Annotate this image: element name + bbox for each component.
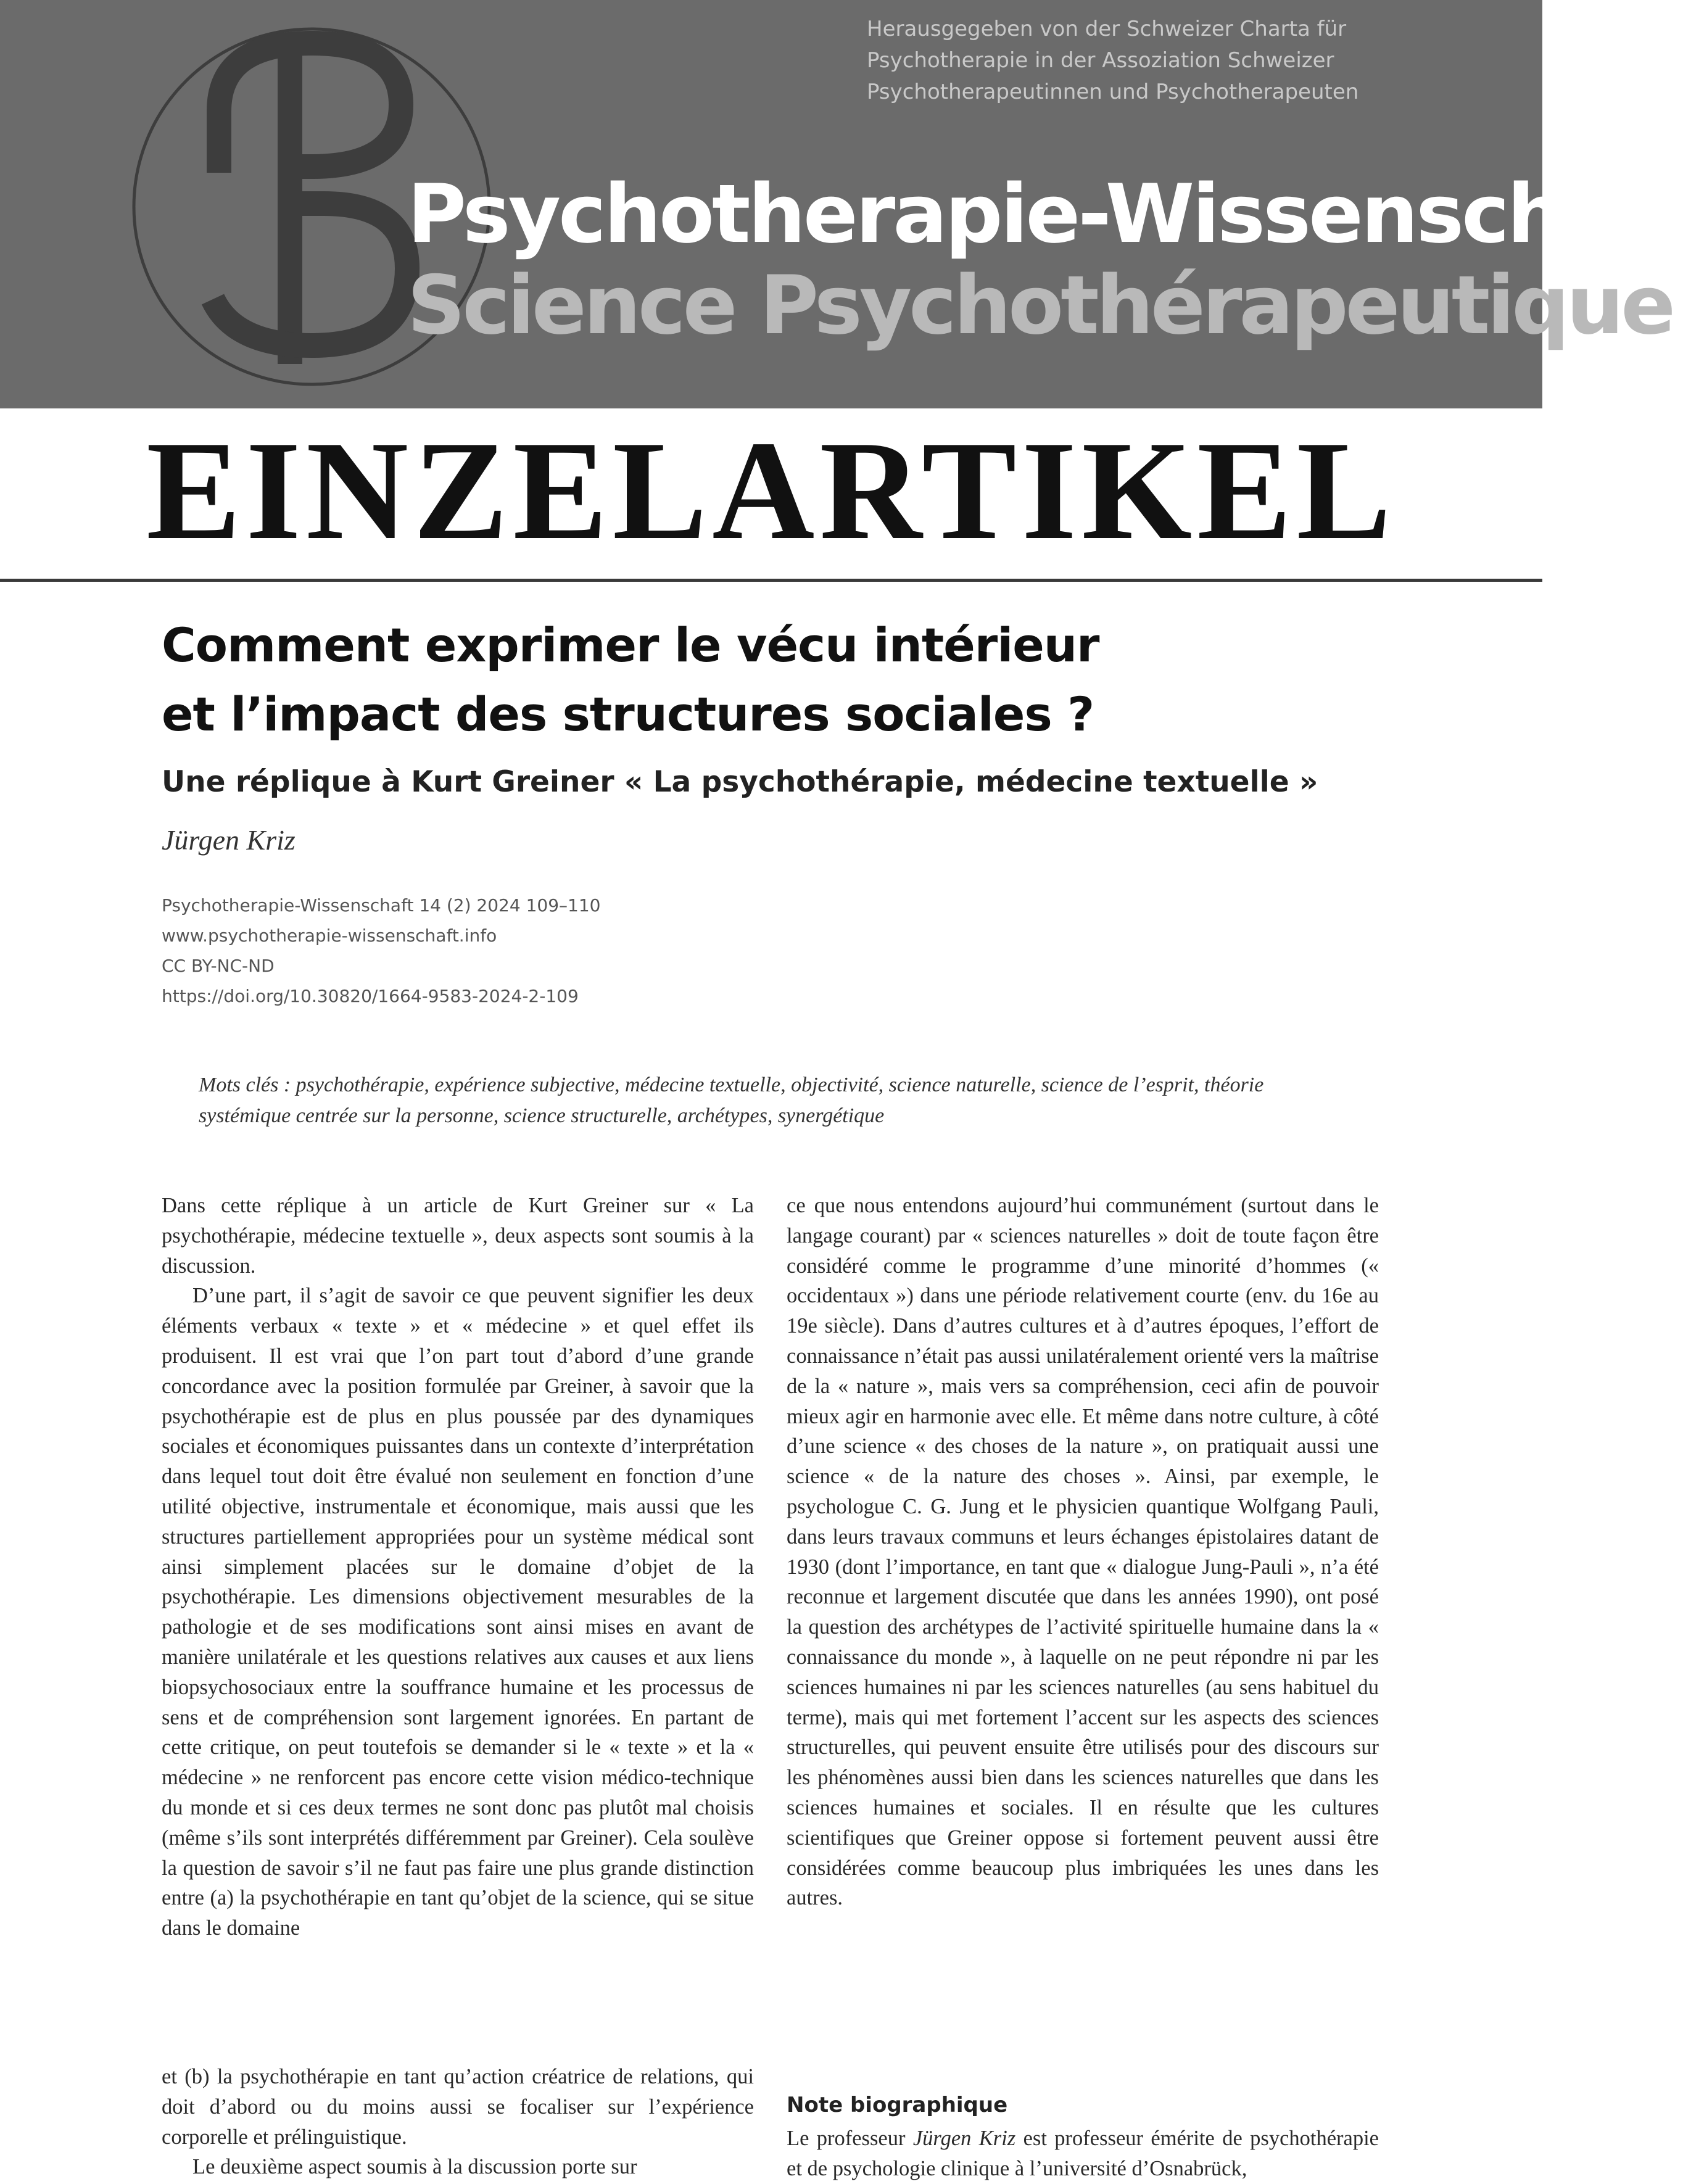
article-title	[162, 611, 1334, 749]
paragraph: D’une part, il s’agit de savoir ce que peuvent signifier les deux éléments verbaux « texte » et « médecine » et quel effet ils produisent. Il est vrai que l’on part tout d’abord d’une grande concordance avec la position formulée par Greiner, à savoir que la psychothérapie est de plus en plus poussée par des dynamiques sociales et économiques puissantes dans un contexte d’interprétation dans lequel tout doit être évalué non seulement en fonction d’une utilité objective, instrumentale et économique, mais aussi que les structures partiellement appropriées pour un système médical sont ainsi simplement placées sur le domaine d’objet de la psychothérapie. Les dimensions objectivement mesurables de la pathologie et de ses modifications sont ainsi mises en avant de manière unilatérale et les questions relatives aux causes et aux liens biopsychosociaux entre la souffrance humaine et les processus de sens et de compréhension sont largement ignorées. En partant de cette critique, on peut toutefois se demander si le « texte » et la « médecine » ne renforcent pas encore cette vision médico-technique du monde et si ces deux termes ne sont donc pas plutôt mal choisis (même s’ils sont interprétés différemment par Greiner). Cela soulève la question de savoir s’il ne faut pas faire une plus grande distinction entre (a) la psychothérapie en tant qu’objet de la science, qui se situe dans le domaine	[162, 1284, 754, 1940]
paragraph: Dans cette réplique à un article de Kurt Greiner sur « La psychothérapie, médecine textuelle », deux aspects sont soumis à la discussion.	[162, 1194, 754, 1278]
publisher-note: Herausgegeben von der Schweizer Charta für Psychotherapie in der Assoziation Schweizer Psychotherapeutinnen und Psychotherapeuten	[867, 17, 1359, 104]
article-title-line-1: Comment exprimer le vécu intérieur	[162, 618, 1099, 672]
body-column-left-continued	[162, 2062, 754, 2179]
bio-name: Jürgen Kriz	[912, 2127, 1016, 2150]
bio-prefix: Le professeur	[787, 2127, 913, 2150]
bio-heading: Note biographique	[787, 2093, 1008, 2117]
website-link[interactable]: www.psychotherapie-wissenschaft.info	[162, 925, 497, 946]
paragraph: ce que nous entendons aujourd’hui communément (surtout dans le langage courant) par « sciences naturelles » doit de toute façon être considéré comme le programme d’une minorité d’hommes (« occidentaux ») dans une période relativement courte (env. du 16e au 19e siècle). Dans d’autres cultures et à d’autres époques, l’effort de connaissance n’était pas aussi unilatéralement orienté vers la maîtrise de la « nature », mais vers sa compréhension, ceci afin de pouvoir mieux agir en harmonie avec elle. Et même dans notre culture, à côté d’une science « des choses de la nature », on pratiquait aussi une science « de la nature des choses ». Ainsi, par exemple, le psychologue C. G. Jung et le physicien quantique Wolfgang Pauli, dans leurs travaux communs et leurs échanges épistolaires datant de 1930 (dont l’importance, en tant que « dialogue Jung-Pauli », n’a été reconnue et largement discutée que dans les années 1990), ont posé la question des archétypes de l’activité spirituelle humaine dans la « connaissance du monde », à laquelle on ne peut répondre ni par les sciences humaines ni par les sciences naturelles (au sens habituel du terme), mais qui met fortement l’accent sur les aspects des sciences structurelles, qui peuvent ensuite être utilisés pour des discours sur les phénomènes aussi bien dans les sciences naturelles que dans les sciences humaines et sociales. Il en résulte que les cultures scientifiques que Greiner oppose si fortement peuvent aussi être considérées comme beaucoup plus imbriquées les unes dans les autres.	[787, 1194, 1379, 1910]
doi-link[interactable]: https://doi.org/10.30820/1664-9583-2024-2-109	[162, 986, 579, 1006]
section-label: EINZELARTIKEL	[146, 412, 1396, 569]
journal-title-fr: Science Psychothérapeutique	[407, 258, 1673, 352]
article-title-line-2: et l’impact des structures sociales ?	[162, 687, 1094, 742]
bio-note	[787, 2124, 1379, 2182]
paragraph: et (b) la psychothérapie en tant qu’action créatrice de relations, qui doit d’abord ou du moins aussi se focaliser sur l’expérience corporelle et prélinguistique.	[162, 2065, 754, 2149]
bio-text: est professeur émérite de psychothérapie et de psychologie clinique à l’université d’Osnabrück,	[787, 2127, 1379, 2180]
citation: Psychotherapie-Wissenschaft 14 (2) 2024 109–110	[162, 895, 601, 916]
body-column-left	[162, 1191, 754, 2008]
article-metadata	[162, 890, 600, 1011]
article-author: Jürgen Kriz	[162, 824, 296, 856]
journal-title-de: Psychotherapie-Wissenschaft	[407, 167, 1683, 261]
journal-header	[0, 0, 1683, 408]
license: CC BY-NC-ND	[162, 956, 275, 976]
keywords: Mots clés : psychothérapie, expérience subjective, médecine textuelle, objectivité, science naturelle, science de l’esprit, théorie systémique centrée sur la personne, science structurelle, archétypes, synergétique	[199, 1073, 1264, 1127]
section-divider	[0, 579, 1542, 582]
body-column-right	[787, 1191, 1379, 2008]
paragraph: Le deuxième aspect soumis à la discussion porte sur	[192, 2155, 637, 2179]
article-subtitle: Une réplique à Kurt Greiner « La psychothérapie, médecine textuelle »	[162, 765, 1318, 799]
